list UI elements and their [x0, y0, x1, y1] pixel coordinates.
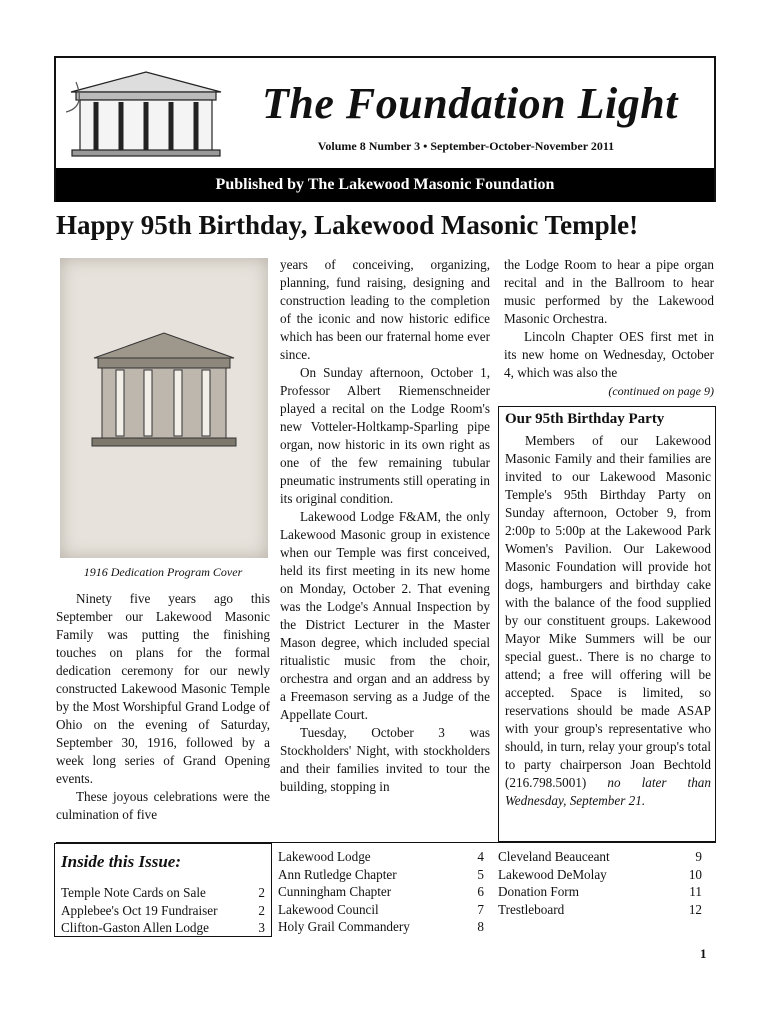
toc-column-3 [498, 848, 702, 918]
toc-item[interactable]: Trestleboard 12 [498, 901, 702, 917]
toc-column-2 [278, 848, 484, 936]
party-text-block [505, 432, 711, 810]
continued-note: (continued on page 9) [608, 384, 714, 398]
issue-info: Volume 8 Number 3 • September-October-November 2011 [317, 139, 615, 153]
temple-photo-icon [60, 258, 268, 558]
toc-column-1 [61, 884, 265, 937]
toc-item[interactable]: Cunningham Chapter 6 [278, 884, 484, 899]
article-paragraph: Lakewood Lodge F&AM, the only Lakewood Masonic group in existence when our Temple was first conceived, held its first meeting in its new home on Monday, October 2. That evening was the Lodge's Annual Inspection by the District Lecturer in the Master Mason degree, which included special ritualistic music from the choir, orchestra and organ and an address by a Freemason serving as a Judge of the Appellate Court. [280, 509, 490, 722]
article-paragraph: the Lodge Room to hear a pipe organ recital and in the Ballroom to hear music performed by the Lakewood Masonic Orchestra. [504, 257, 714, 326]
party-deadline: no later than Wednesday, September 21. [505, 775, 711, 808]
inside-heading: Inside this Issue: [61, 852, 181, 871]
article-column-3 [504, 256, 714, 400]
toc-item[interactable]: Applebee's Oct 19 Fundraiser 2 [61, 902, 265, 918]
toc-item[interactable]: Ann Rutledge Chapter 5 [278, 866, 484, 882]
article-column-2 [280, 256, 490, 796]
article-column-1 [56, 590, 270, 824]
publisher-bar: Published by The Lakewood Masonic Foundation [56, 168, 714, 202]
newsletter-title: The Foundation Light [262, 79, 678, 128]
toc-item[interactable]: Donation Form 11 [498, 884, 702, 899]
dedication-program-image [60, 258, 268, 558]
party-heading: Our 95th Birthday Party [505, 411, 665, 427]
toc-item[interactable]: Clifton-Gaston Allen Lodge 3 [61, 920, 265, 935]
toc-item[interactable]: Lakewood Council 7 [278, 901, 484, 917]
toc-item[interactable]: Temple Note Cards on Sale 2 [61, 885, 265, 900]
toc-item[interactable]: Lakewood Lodge 4 [278, 849, 484, 864]
masthead [54, 56, 716, 202]
article-paragraph: years of conceiving, organizing, planning, fund raising, designing and construction leading to the completion of the iconic and now historic edifice which has been our fraternal home ever since. [280, 257, 490, 362]
article-paragraph: Ninety five years ago this September our Lakewood Masonic Family was putting the finishing touches on plans for the formal dedication ceremony for our newly constructed Lakewood Masonic Temple by the Most Worshipful Grand Lodge of Ohio on the evening of Saturday, September 30, 1916, followed by a week long series of Grand Opening events. [56, 591, 270, 786]
inside-this-issue-box [54, 843, 272, 937]
article-paragraph: On Sunday afternoon, October 1, Professor Albert Riemenschneider played a recital on the Lodge Room's new Votteler-Holtkamp-Sparling pipe organ, now historic in its own right as one of the few remaining tubular pneumatic instruments still operating in its original condition. [280, 365, 490, 506]
birthday-party-box [498, 406, 716, 842]
article-paragraph: Tuesday, October 3 was Stockholders' Night, with stockholders and their families invited to tour the building, stopping in [280, 725, 490, 794]
party-text: Members of our Lakewood Masonic Family and their families are invited to our Lakewood Masonic Temple's 95th Birthday Party on Sunday afternoon, October 9, from 2:00p to 5:00p at the Lakewood Park Women's Pavilion. Our Lakewood Masonic Foundation will provide hot dogs, hamburgers and birthday cake with the balance of the food supplied by our constituent groups. Lakewood Mayor Mike Summers will be our special guest.. There is no charge to attend; a free will offering will be accepted. Space is limited, so reservations should be made ASAP with your group's representative who should, in turn, relay your group's total to party chairperson Joan Bechtold (216.798.5001) [505, 433, 711, 790]
article-paragraph: These joyous celebrations were the culmination of five [56, 789, 270, 822]
temple-building-icon [66, 62, 226, 162]
toc-item[interactable]: Lakewood DeMolay 10 [498, 866, 702, 882]
photo-caption: 1916 Dedication Program Cover [83, 565, 243, 579]
toc-item[interactable]: Cleveland Beauceant 9 [498, 849, 702, 864]
article-paragraph: Lincoln Chapter OES first met in its new home on Wednesday, October 4, which was also the [504, 329, 714, 380]
headline: Happy 95th Birthday, Lakewood Masonic Temple! [56, 210, 639, 240]
toc-item[interactable]: Holy Grail Commandery 8 [278, 919, 484, 934]
page-number: 1 [700, 946, 707, 961]
